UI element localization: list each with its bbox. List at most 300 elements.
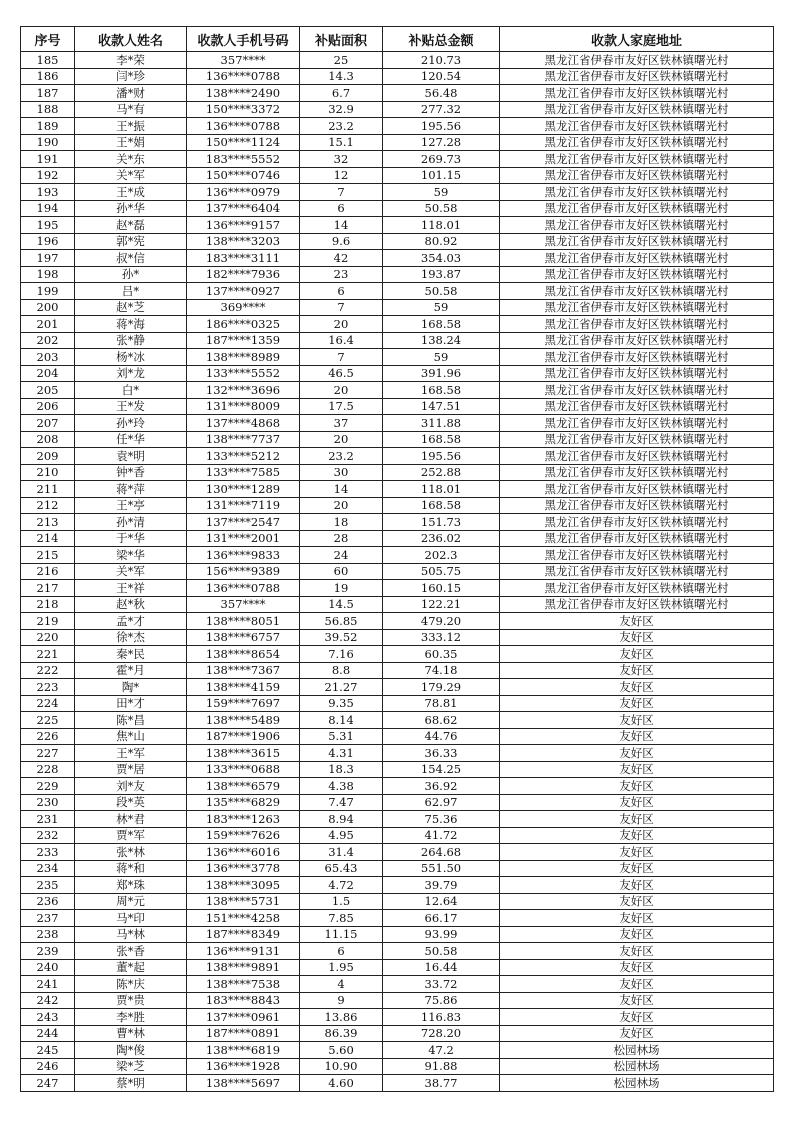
cell-payee-name: 蒋*和 — [75, 860, 187, 877]
cell-payee-phone: 357**** — [187, 52, 300, 69]
table-row — [21, 85, 774, 102]
cell-serial-number: 212 — [21, 497, 75, 514]
cell-payee-address: 黑龙江省伊春市友好区铁林镇曙光村 — [500, 52, 774, 69]
cell-serial-number: 215 — [21, 547, 75, 564]
table-row — [21, 283, 774, 300]
cell-subsidy-amount: 91.88 — [383, 1058, 500, 1075]
table-row — [21, 68, 774, 85]
cell-subsidy-amount: 120.54 — [383, 68, 500, 85]
cell-subsidy-area: 4.60 — [300, 1075, 383, 1092]
cell-payee-phone: 150****3372 — [187, 101, 300, 118]
cell-payee-phone: 137****6404 — [187, 200, 300, 217]
cell-subsidy-amount: 193.87 — [383, 266, 500, 283]
cell-payee-phone: 138****7538 — [187, 976, 300, 993]
cell-subsidy-area: 4.95 — [300, 827, 383, 844]
cell-payee-address: 友好区 — [500, 662, 774, 679]
cell-subsidy-area: 7 — [300, 299, 383, 316]
cell-serial-number: 218 — [21, 596, 75, 613]
cell-payee-address: 黑龙江省伊春市友好区铁林镇曙光村 — [500, 580, 774, 597]
header-subsidy-area: 补贴面积 — [300, 27, 383, 52]
cell-payee-address: 黑龙江省伊春市友好区铁林镇曙光村 — [500, 464, 774, 481]
table-row — [21, 52, 774, 69]
cell-subsidy-amount: 78.81 — [383, 695, 500, 712]
cell-subsidy-area: 14.5 — [300, 596, 383, 613]
cell-payee-address: 黑龙江省伊春市友好区铁林镇曙光村 — [500, 398, 774, 415]
cell-payee-phone: 138****2490 — [187, 85, 300, 102]
cell-payee-address: 友好区 — [500, 910, 774, 927]
cell-subsidy-area: 16.4 — [300, 332, 383, 349]
cell-serial-number: 195 — [21, 217, 75, 234]
cell-payee-name: 杨*冰 — [75, 349, 187, 366]
cell-payee-phone: 131****8009 — [187, 398, 300, 415]
cell-serial-number: 191 — [21, 151, 75, 168]
table-row — [21, 530, 774, 547]
cell-payee-name: 关*东 — [75, 151, 187, 168]
cell-payee-name: 孙* — [75, 266, 187, 283]
cell-subsidy-area: 18 — [300, 514, 383, 531]
cell-subsidy-amount: 16.44 — [383, 959, 500, 976]
cell-payee-name: 孙*华 — [75, 200, 187, 217]
cell-payee-phone: 136****3778 — [187, 860, 300, 877]
cell-payee-phone: 136****1928 — [187, 1058, 300, 1075]
cell-serial-number: 217 — [21, 580, 75, 597]
cell-payee-name: 任*华 — [75, 431, 187, 448]
table-row — [21, 151, 774, 168]
subsidy-roster-table — [20, 26, 774, 1092]
cell-serial-number: 190 — [21, 134, 75, 151]
table-row — [21, 629, 774, 646]
table-row — [21, 184, 774, 201]
table-row — [21, 778, 774, 795]
cell-payee-address: 黑龙江省伊春市友好区铁林镇曙光村 — [500, 184, 774, 201]
cell-payee-phone: 135****6829 — [187, 794, 300, 811]
table-row — [21, 613, 774, 630]
cell-subsidy-amount: 41.72 — [383, 827, 500, 844]
cell-serial-number: 240 — [21, 959, 75, 976]
cell-subsidy-area: 37 — [300, 415, 383, 432]
cell-payee-address: 黑龙江省伊春市友好区铁林镇曙光村 — [500, 382, 774, 399]
cell-subsidy-amount: 50.58 — [383, 943, 500, 960]
cell-subsidy-area: 4 — [300, 976, 383, 993]
cell-payee-phone: 159****7626 — [187, 827, 300, 844]
cell-payee-name: 曹*林 — [75, 1025, 187, 1042]
cell-payee-address: 黑龙江省伊春市友好区铁林镇曙光村 — [500, 266, 774, 283]
table-row — [21, 761, 774, 778]
cell-subsidy-area: 20 — [300, 316, 383, 333]
cell-payee-name: 徐*杰 — [75, 629, 187, 646]
table-row — [21, 514, 774, 531]
cell-subsidy-area: 60 — [300, 563, 383, 580]
cell-payee-name: 梁*芝 — [75, 1058, 187, 1075]
cell-payee-name: 蔡*明 — [75, 1075, 187, 1092]
cell-payee-name: 马*林 — [75, 926, 187, 943]
cell-subsidy-amount: 551.50 — [383, 860, 500, 877]
cell-payee-phone: 138****8051 — [187, 613, 300, 630]
cell-payee-name: 刘*龙 — [75, 365, 187, 382]
cell-payee-phone: 138****6757 — [187, 629, 300, 646]
cell-subsidy-area: 25 — [300, 52, 383, 69]
cell-payee-name: 关*军 — [75, 167, 187, 184]
cell-payee-address: 黑龙江省伊春市友好区铁林镇曙光村 — [500, 85, 774, 102]
table-row — [21, 745, 774, 762]
cell-subsidy-area: 5.31 — [300, 728, 383, 745]
cell-payee-phone: 133****5552 — [187, 365, 300, 382]
table-row — [21, 893, 774, 910]
table-row — [21, 497, 774, 514]
cell-payee-phone: 138****8989 — [187, 349, 300, 366]
cell-serial-number: 211 — [21, 481, 75, 498]
cell-subsidy-amount: 333.12 — [383, 629, 500, 646]
cell-payee-phone: 138****6819 — [187, 1042, 300, 1059]
cell-serial-number: 207 — [21, 415, 75, 432]
cell-subsidy-area: 7.47 — [300, 794, 383, 811]
cell-payee-phone: 187****1359 — [187, 332, 300, 349]
cell-subsidy-area: 14.3 — [300, 68, 383, 85]
cell-subsidy-amount: 236.02 — [383, 530, 500, 547]
cell-payee-phone: 187****8349 — [187, 926, 300, 943]
cell-payee-address: 友好区 — [500, 794, 774, 811]
cell-subsidy-amount: 179.29 — [383, 679, 500, 696]
cell-subsidy-area: 23 — [300, 266, 383, 283]
cell-subsidy-area: 39.52 — [300, 629, 383, 646]
cell-subsidy-amount: 59 — [383, 299, 500, 316]
cell-payee-address: 友好区 — [500, 976, 774, 993]
cell-subsidy-area: 9.6 — [300, 233, 383, 250]
cell-subsidy-amount: 118.01 — [383, 481, 500, 498]
cell-payee-name: 王*亭 — [75, 497, 187, 514]
cell-payee-address: 黑龙江省伊春市友好区铁林镇曙光村 — [500, 118, 774, 135]
table-row — [21, 860, 774, 877]
cell-subsidy-amount: 138.24 — [383, 332, 500, 349]
cell-subsidy-area: 20 — [300, 497, 383, 514]
cell-subsidy-area: 21.27 — [300, 679, 383, 696]
cell-serial-number: 224 — [21, 695, 75, 712]
cell-payee-phone: 187****0891 — [187, 1025, 300, 1042]
cell-payee-address: 黑龙江省伊春市友好区铁林镇曙光村 — [500, 151, 774, 168]
cell-payee-address: 黑龙江省伊春市友好区铁林镇曙光村 — [500, 547, 774, 564]
cell-serial-number: 197 — [21, 250, 75, 267]
cell-subsidy-amount: 122.21 — [383, 596, 500, 613]
cell-payee-name: 段*英 — [75, 794, 187, 811]
cell-payee-name: 闫*珍 — [75, 68, 187, 85]
cell-payee-address: 黑龙江省伊春市友好区铁林镇曙光村 — [500, 563, 774, 580]
cell-payee-phone: 136****0788 — [187, 118, 300, 135]
cell-payee-phone: 150****0746 — [187, 167, 300, 184]
cell-subsidy-amount: 75.86 — [383, 992, 500, 1009]
cell-payee-address: 松园林场 — [500, 1058, 774, 1075]
cell-payee-name: 孟*才 — [75, 613, 187, 630]
cell-payee-name: 王*娟 — [75, 134, 187, 151]
cell-payee-name: 林*君 — [75, 811, 187, 828]
cell-serial-number: 230 — [21, 794, 75, 811]
cell-serial-number: 206 — [21, 398, 75, 415]
cell-subsidy-amount: 44.76 — [383, 728, 500, 745]
cell-payee-address: 友好区 — [500, 1025, 774, 1042]
cell-subsidy-area: 31.4 — [300, 844, 383, 861]
table-row — [21, 695, 774, 712]
cell-payee-name: 王*祥 — [75, 580, 187, 597]
cell-serial-number: 227 — [21, 745, 75, 762]
table-body — [21, 52, 774, 1092]
cell-payee-address: 黑龙江省伊春市友好区铁林镇曙光村 — [500, 332, 774, 349]
cell-serial-number: 231 — [21, 811, 75, 828]
cell-payee-address: 友好区 — [500, 695, 774, 712]
cell-payee-name: 钟*香 — [75, 464, 187, 481]
cell-payee-phone: 187****1906 — [187, 728, 300, 745]
cell-payee-phone: 138****4159 — [187, 679, 300, 696]
cell-subsidy-amount: 354.03 — [383, 250, 500, 267]
table-row — [21, 547, 774, 564]
cell-subsidy-area: 4.72 — [300, 877, 383, 894]
cell-subsidy-area: 6 — [300, 283, 383, 300]
cell-payee-phone: 186****0325 — [187, 316, 300, 333]
cell-serial-number: 205 — [21, 382, 75, 399]
cell-subsidy-area: 4.31 — [300, 745, 383, 762]
cell-subsidy-area: 42 — [300, 250, 383, 267]
cell-serial-number: 186 — [21, 68, 75, 85]
cell-serial-number: 200 — [21, 299, 75, 316]
cell-subsidy-area: 10.90 — [300, 1058, 383, 1075]
cell-payee-name: 王*成 — [75, 184, 187, 201]
cell-payee-address: 黑龙江省伊春市友好区铁林镇曙光村 — [500, 415, 774, 432]
cell-serial-number: 226 — [21, 728, 75, 745]
cell-payee-phone: 136****9131 — [187, 943, 300, 960]
table-row — [21, 1075, 774, 1092]
header-subsidy-amount: 补贴总金额 — [383, 27, 500, 52]
cell-payee-address: 黑龙江省伊春市友好区铁林镇曙光村 — [500, 514, 774, 531]
cell-payee-name: 袁*明 — [75, 448, 187, 465]
cell-subsidy-amount: 202.3 — [383, 547, 500, 564]
cell-payee-phone: 183****1263 — [187, 811, 300, 828]
cell-subsidy-amount: 127.28 — [383, 134, 500, 151]
cell-payee-name: 赵*磊 — [75, 217, 187, 234]
cell-subsidy-amount: 93.99 — [383, 926, 500, 943]
cell-subsidy-area: 32.9 — [300, 101, 383, 118]
cell-serial-number: 237 — [21, 910, 75, 927]
cell-payee-address: 黑龙江省伊春市友好区铁林镇曙光村 — [500, 167, 774, 184]
cell-subsidy-amount: 12.64 — [383, 893, 500, 910]
cell-subsidy-amount: 60.35 — [383, 646, 500, 663]
cell-payee-phone: 133****0688 — [187, 761, 300, 778]
cell-serial-number: 228 — [21, 761, 75, 778]
cell-subsidy-area: 6 — [300, 943, 383, 960]
cell-subsidy-area: 20 — [300, 431, 383, 448]
cell-payee-address: 黑龙江省伊春市友好区铁林镇曙光村 — [500, 250, 774, 267]
cell-payee-address: 友好区 — [500, 860, 774, 877]
cell-subsidy-amount: 479.20 — [383, 613, 500, 630]
cell-payee-name: 陈*昌 — [75, 712, 187, 729]
cell-subsidy-area: 65.43 — [300, 860, 383, 877]
table-row — [21, 976, 774, 993]
cell-serial-number: 236 — [21, 893, 75, 910]
cell-serial-number: 209 — [21, 448, 75, 465]
cell-subsidy-area: 7 — [300, 184, 383, 201]
table-row — [21, 101, 774, 118]
cell-payee-phone: 138****7367 — [187, 662, 300, 679]
cell-payee-address: 友好区 — [500, 943, 774, 960]
cell-subsidy-amount: 59 — [383, 349, 500, 366]
cell-payee-address: 友好区 — [500, 877, 774, 894]
cell-subsidy-area: 15.1 — [300, 134, 383, 151]
table-row — [21, 992, 774, 1009]
cell-serial-number: 239 — [21, 943, 75, 960]
cell-serial-number: 232 — [21, 827, 75, 844]
table-row — [21, 811, 774, 828]
header-payee-name: 收款人姓名 — [75, 27, 187, 52]
cell-payee-name: 蒋*海 — [75, 316, 187, 333]
table-row — [21, 365, 774, 382]
cell-payee-name: 霍*月 — [75, 662, 187, 679]
cell-serial-number: 193 — [21, 184, 75, 201]
cell-payee-name: 陈*庆 — [75, 976, 187, 993]
cell-payee-name: 蒋*萍 — [75, 481, 187, 498]
cell-serial-number: 241 — [21, 976, 75, 993]
cell-subsidy-amount: 505.75 — [383, 563, 500, 580]
cell-subsidy-area: 11.15 — [300, 926, 383, 943]
table-row — [21, 217, 774, 234]
table-row — [21, 926, 774, 943]
cell-payee-name: 陶* — [75, 679, 187, 696]
cell-serial-number: 185 — [21, 52, 75, 69]
cell-payee-name: 李*胜 — [75, 1009, 187, 1026]
table-row — [21, 1009, 774, 1026]
table-row — [21, 481, 774, 498]
cell-serial-number: 210 — [21, 464, 75, 481]
cell-subsidy-amount: 151.73 — [383, 514, 500, 531]
cell-serial-number: 242 — [21, 992, 75, 1009]
cell-subsidy-area: 23.2 — [300, 448, 383, 465]
cell-serial-number: 222 — [21, 662, 75, 679]
cell-payee-phone: 183****8843 — [187, 992, 300, 1009]
cell-subsidy-amount: 101.15 — [383, 167, 500, 184]
cell-payee-address: 友好区 — [500, 629, 774, 646]
cell-payee-name: 王*发 — [75, 398, 187, 415]
table-row — [21, 415, 774, 432]
cell-subsidy-amount: 168.58 — [383, 497, 500, 514]
cell-payee-name: 马*印 — [75, 910, 187, 927]
cell-payee-address: 黑龙江省伊春市友好区铁林镇曙光村 — [500, 431, 774, 448]
cell-subsidy-area: 9.35 — [300, 695, 383, 712]
cell-serial-number: 216 — [21, 563, 75, 580]
cell-payee-phone: 131****2001 — [187, 530, 300, 547]
cell-payee-address: 友好区 — [500, 926, 774, 943]
cell-payee-phone: 138****7737 — [187, 431, 300, 448]
cell-subsidy-amount: 47.2 — [383, 1042, 500, 1059]
cell-serial-number: 201 — [21, 316, 75, 333]
cell-payee-address: 黑龙江省伊春市友好区铁林镇曙光村 — [500, 68, 774, 85]
cell-subsidy-area: 20 — [300, 382, 383, 399]
cell-subsidy-area: 86.39 — [300, 1025, 383, 1042]
cell-subsidy-amount: 147.51 — [383, 398, 500, 415]
cell-serial-number: 225 — [21, 712, 75, 729]
cell-subsidy-area: 14 — [300, 481, 383, 498]
cell-subsidy-area: 5.60 — [300, 1042, 383, 1059]
table-row — [21, 844, 774, 861]
cell-payee-name: 白* — [75, 382, 187, 399]
table-row — [21, 679, 774, 696]
table-row — [21, 134, 774, 151]
table-row — [21, 250, 774, 267]
cell-payee-address: 友好区 — [500, 761, 774, 778]
cell-payee-address: 友好区 — [500, 745, 774, 762]
cell-payee-phone: 132****3696 — [187, 382, 300, 399]
cell-payee-address: 友好区 — [500, 827, 774, 844]
cell-payee-phone: 136****0788 — [187, 580, 300, 597]
cell-payee-phone: 131****7119 — [187, 497, 300, 514]
cell-serial-number: 188 — [21, 101, 75, 118]
cell-subsidy-amount: 80.92 — [383, 233, 500, 250]
cell-payee-address: 友好区 — [500, 844, 774, 861]
cell-subsidy-amount: 252.88 — [383, 464, 500, 481]
cell-payee-name: 张*林 — [75, 844, 187, 861]
cell-payee-name: 郑*珠 — [75, 877, 187, 894]
cell-payee-phone: 138****8654 — [187, 646, 300, 663]
cell-payee-address: 黑龙江省伊春市友好区铁林镇曙光村 — [500, 134, 774, 151]
cell-payee-address: 友好区 — [500, 712, 774, 729]
cell-payee-address: 友好区 — [500, 613, 774, 630]
cell-payee-phone: 159****7697 — [187, 695, 300, 712]
cell-serial-number: 219 — [21, 613, 75, 630]
table-row — [21, 266, 774, 283]
cell-subsidy-amount: 116.83 — [383, 1009, 500, 1026]
cell-serial-number: 223 — [21, 679, 75, 696]
cell-subsidy-amount: 160.15 — [383, 580, 500, 597]
cell-subsidy-area: 32 — [300, 151, 383, 168]
cell-serial-number: 243 — [21, 1009, 75, 1026]
cell-subsidy-area: 7.85 — [300, 910, 383, 927]
table-row — [21, 959, 774, 976]
table-row — [21, 563, 774, 580]
cell-payee-address: 黑龙江省伊春市友好区铁林镇曙光村 — [500, 283, 774, 300]
cell-payee-phone: 138****3203 — [187, 233, 300, 250]
table-row — [21, 316, 774, 333]
cell-payee-phone: 138****5489 — [187, 712, 300, 729]
cell-serial-number: 246 — [21, 1058, 75, 1075]
cell-subsidy-area: 7.16 — [300, 646, 383, 663]
cell-payee-name: 陶*俊 — [75, 1042, 187, 1059]
header-payee-address: 收款人家庭地址 — [500, 27, 774, 52]
cell-payee-name: 叔*信 — [75, 250, 187, 267]
table-row — [21, 580, 774, 597]
cell-payee-address: 友好区 — [500, 1009, 774, 1026]
cell-payee-address: 黑龙江省伊春市友好区铁林镇曙光村 — [500, 200, 774, 217]
cell-payee-address: 黑龙江省伊春市友好区铁林镇曙光村 — [500, 596, 774, 613]
table-row — [21, 943, 774, 960]
cell-payee-phone: 138****3615 — [187, 745, 300, 762]
cell-payee-name: 刘*友 — [75, 778, 187, 795]
cell-payee-address: 黑龙江省伊春市友好区铁林镇曙光村 — [500, 448, 774, 465]
cell-payee-phone: 138****9891 — [187, 959, 300, 976]
cell-payee-name: 贾*居 — [75, 761, 187, 778]
cell-serial-number: 221 — [21, 646, 75, 663]
cell-subsidy-amount: 38.77 — [383, 1075, 500, 1092]
cell-payee-phone: 133****7585 — [187, 464, 300, 481]
cell-subsidy-amount: 168.58 — [383, 431, 500, 448]
cell-payee-phone: 369**** — [187, 299, 300, 316]
cell-payee-phone: 136****6016 — [187, 844, 300, 861]
cell-payee-phone: 137****0961 — [187, 1009, 300, 1026]
cell-subsidy-area: 56.85 — [300, 613, 383, 630]
cell-subsidy-area: 28 — [300, 530, 383, 547]
cell-payee-address: 黑龙江省伊春市友好区铁林镇曙光村 — [500, 349, 774, 366]
cell-subsidy-amount: 168.58 — [383, 316, 500, 333]
cell-subsidy-amount: 50.58 — [383, 283, 500, 300]
cell-payee-address: 友好区 — [500, 646, 774, 663]
cell-subsidy-amount: 66.17 — [383, 910, 500, 927]
cell-payee-phone: 150****1124 — [187, 134, 300, 151]
cell-payee-address: 友好区 — [500, 778, 774, 795]
cell-serial-number: 189 — [21, 118, 75, 135]
